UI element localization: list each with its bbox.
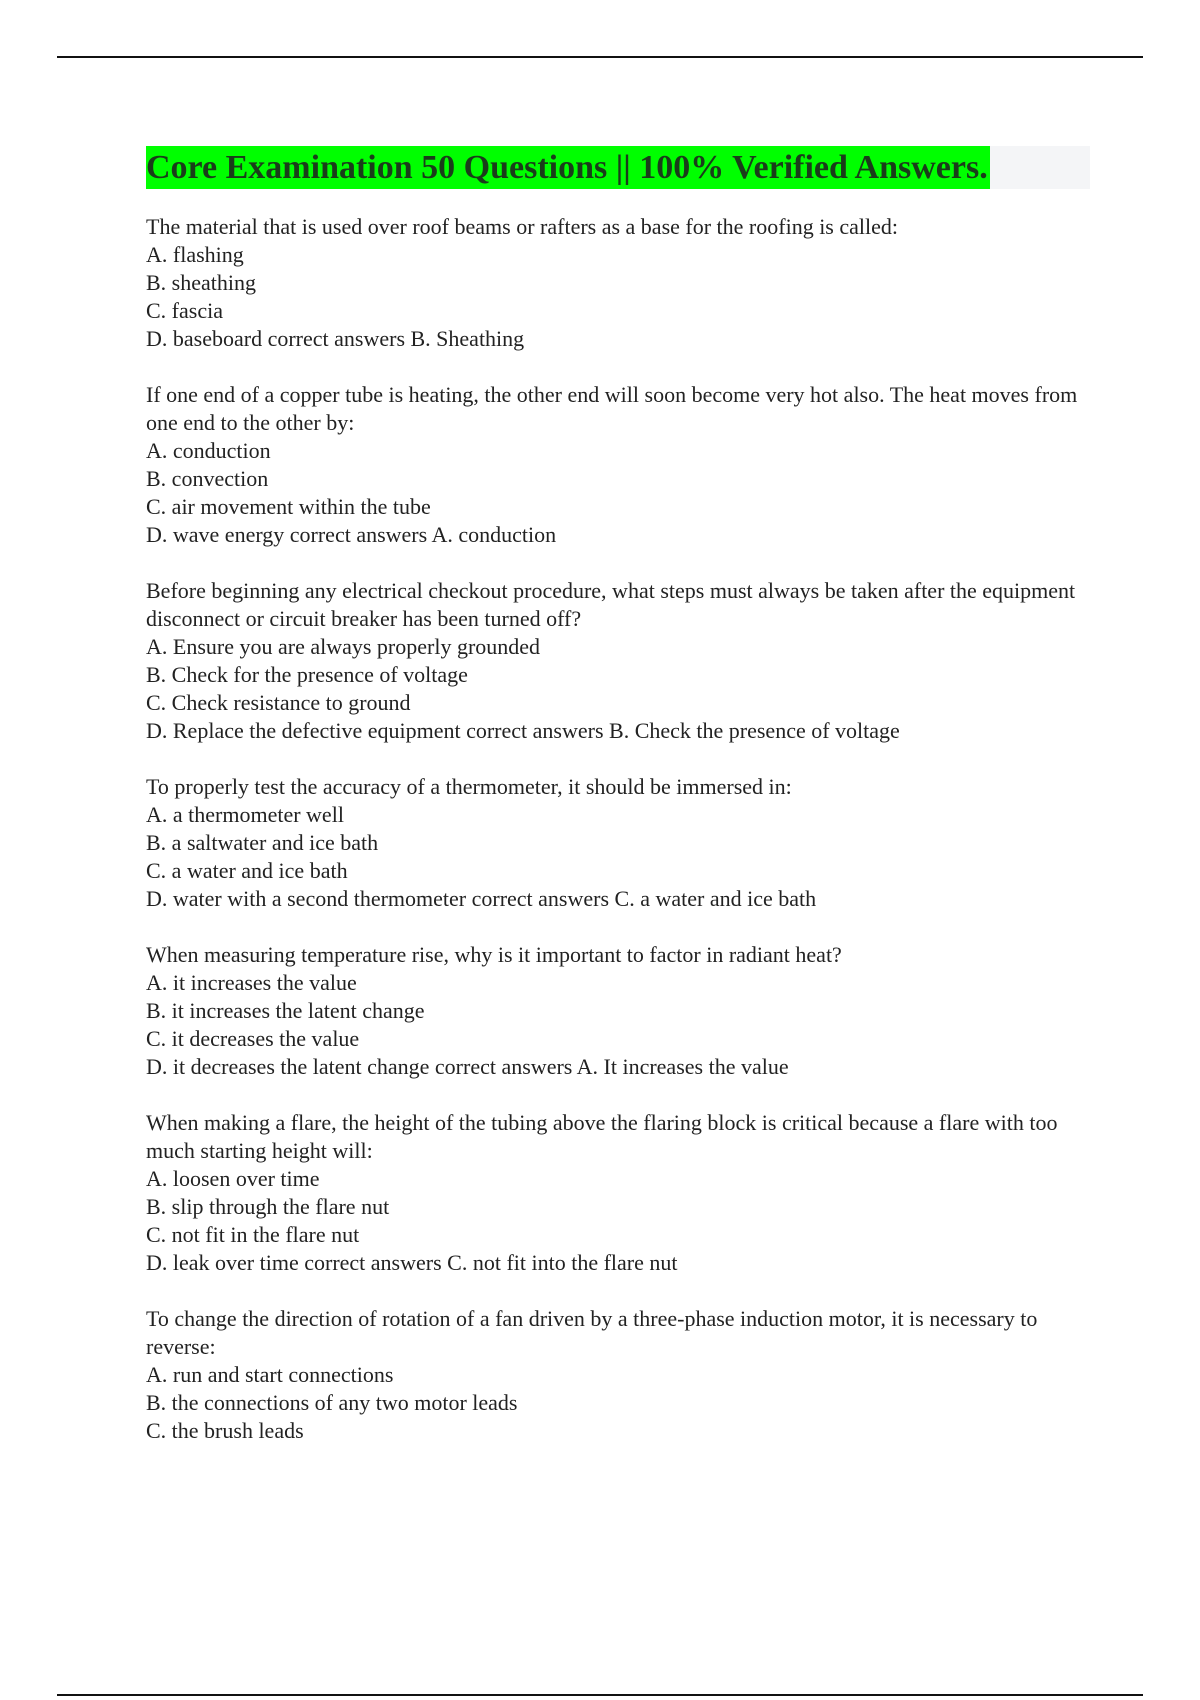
option-d: D. Replace the defective equipment: [146, 718, 461, 743]
option-c: C. a water and ice bath: [146, 858, 348, 883]
correct-answer: correct answers A. conduction: [284, 522, 557, 547]
option-b: B. Check for the presence of voltage: [146, 662, 468, 687]
document-body: [146, 146, 1096, 1473]
question-text: To properly test the accuracy of a thermometer, it should be immersed in:: [146, 774, 792, 799]
option-b: B. the connections of any two motor leads: [146, 1390, 518, 1415]
option-c: C. air movement within the tube: [146, 494, 431, 519]
option-a: A. conduction: [146, 438, 271, 463]
option-b: B. a saltwater and ice bath: [146, 830, 379, 855]
option-d: D. it decreases the latent change: [146, 1054, 430, 1079]
option-b: B. slip through the flare nut: [146, 1194, 390, 1219]
option-d: D. leak over time: [146, 1250, 299, 1275]
correct-answer: correct answers C. a water and ice bath: [466, 886, 817, 911]
option-c: C. not fit in the flare nut: [146, 1222, 360, 1247]
option-d-with-answer: [146, 1053, 1096, 1081]
option-c: C. the brush leads: [146, 1418, 304, 1443]
option-c: C. fascia: [146, 298, 223, 323]
option-d: D. wave energy: [146, 522, 285, 547]
option-a: A. flashing: [146, 242, 244, 267]
option-c: C. it decreases the value: [146, 1026, 360, 1051]
question-2: [146, 381, 1096, 549]
option-c: C. Check resistance to ground: [146, 690, 411, 715]
top-rule: [57, 56, 1143, 58]
option-b: B. sheathing: [146, 270, 256, 295]
question-5: [146, 941, 1096, 1081]
question-text: If one end of a copper tube is heating, the other end will soon become very hot also. The heat moves from one end to the other by:: [146, 382, 1078, 435]
option-d-with-answer: [146, 717, 1096, 745]
question-text: To change the direction of rotation of a fan driven by a three-phase induction motor, it is necessary to reverse:: [146, 1306, 1038, 1359]
document-title: Core Examination 50 Questions || 100% Verified Answers.: [146, 146, 990, 189]
question-text: When making a flare, the height of the tubing above the flaring block is critical because a flare with too much starting height will:: [146, 1110, 1058, 1163]
option-a: A. run and start connections: [146, 1362, 394, 1387]
question-3: [146, 577, 1096, 745]
question-1: [146, 213, 1096, 353]
correct-answer: correct answers C. not fit into the flare nut: [298, 1250, 678, 1275]
option-a: A. loosen over time: [146, 1166, 320, 1191]
question-text: Before beginning any electrical checkout procedure, what steps must always be taken after the equipment disconnect or circuit breaker has been turned off?: [146, 578, 1076, 631]
correct-answer: correct answers B. Sheathing: [262, 326, 525, 351]
title-block: [146, 146, 1096, 189]
bottom-rule: [57, 1694, 1143, 1696]
question-7: [146, 1305, 1096, 1445]
option-b: B. convection: [146, 466, 269, 491]
option-d: D. baseboard: [146, 326, 263, 351]
question-text: When measuring temperature rise, why is it important to factor in radiant heat?: [146, 942, 842, 967]
option-a: A. it increases the value: [146, 970, 357, 995]
correct-answer: correct answers B. Check the presence of voltage: [460, 718, 900, 743]
option-d-with-answer: [146, 1249, 1096, 1277]
option-d: D. water with a second thermometer: [146, 886, 467, 911]
correct-answer: correct answers A. It increases the value: [429, 1054, 789, 1079]
option-d-with-answer: [146, 521, 1096, 549]
option-a: A. Ensure you are always properly grounded: [146, 634, 541, 659]
option-d-with-answer: [146, 885, 1096, 913]
option-a: A. a thermometer well: [146, 802, 344, 827]
question-6: [146, 1109, 1096, 1277]
question-4: [146, 773, 1096, 913]
option-b: B. it increases the latent change: [146, 998, 425, 1023]
option-d-with-answer: [146, 325, 1096, 353]
question-text: The material that is used over roof beams or rafters as a base for the roofing is called:: [146, 214, 898, 239]
